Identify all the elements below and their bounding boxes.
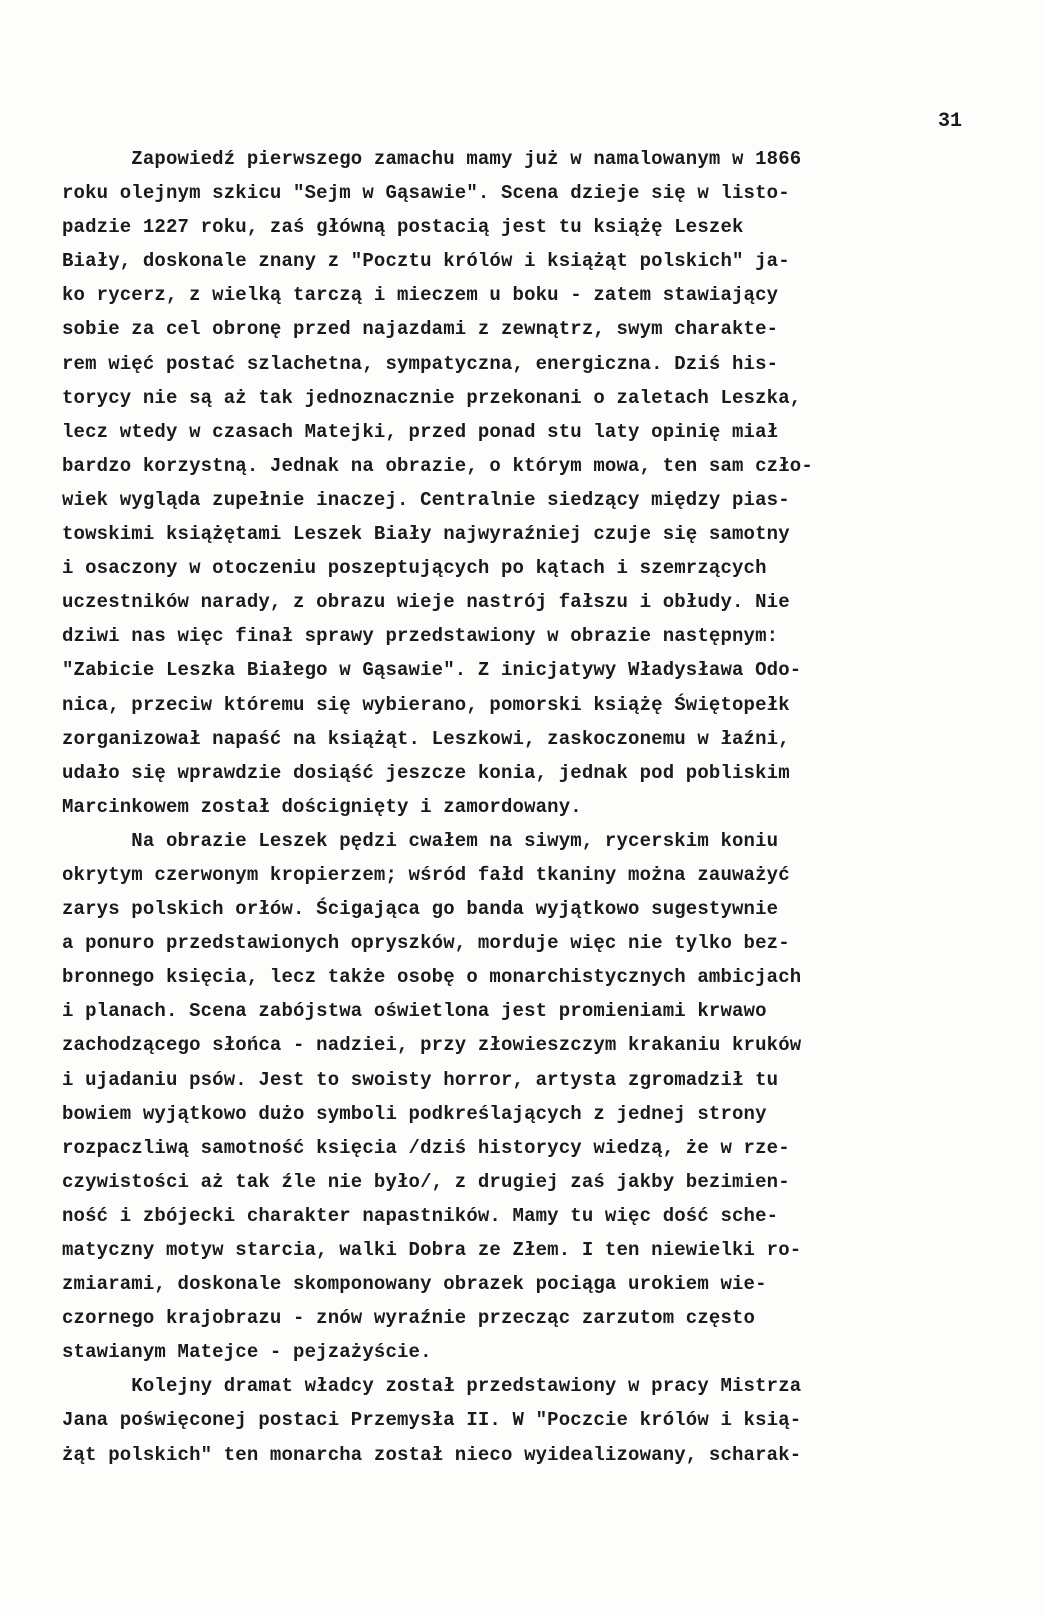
- text-line: dziwi nas więc finał sprawy przedstawiony w obrazie następnym:: [62, 625, 779, 648]
- text-line: i osaczony w otoczeniu poszeptujących po kątach i szemrzących: [62, 557, 767, 580]
- text-line: i ujadaniu psów. Jest to swoisty horror, artysta zgromadził tu: [62, 1068, 779, 1091]
- text-line: a ponuro przedstawionych opryszków, morduje więc nie tylko bez-: [62, 932, 790, 955]
- text-line: Kolejny dramat władcy został przedstawiony w pracy Mistrza: [62, 1375, 802, 1398]
- text-line: zarys polskich orłów. Ścigająca go banda wyjątkowo sugestywnie: [62, 898, 779, 921]
- text-line: torycy nie są aż tak jednoznacznie przekonani o zaletach Leszka,: [62, 386, 802, 409]
- text-line: żąt polskich" ten monarcha został nieco wyidealizowany, scharak-: [62, 1443, 802, 1466]
- text-line: bowiem wyjątkowo dużo symboli podkreślających z jednej strony: [62, 1102, 767, 1125]
- text-line: Na obrazie Leszek pędzi cwałem na siwym, rycerskim koniu: [62, 829, 779, 852]
- text-line: roku olejnym szkicu "Sejm w Gąsawie". Scena dzieje się w listo-: [62, 182, 790, 205]
- text-line: Zapowiedź pierwszego zamachu mamy już w namalowanym w 1866: [62, 148, 802, 170]
- text-line: "Zabicie Leszka Białego w Gąsawie". Z inicjatywy Władysława Odo-: [62, 659, 802, 682]
- text-line: rozpaczliwą samotność księcia /dziś historycy wiedzą, że w rze-: [62, 1136, 790, 1159]
- text-line: padzie 1227 roku, zaś główną postacią jest tu książę Leszek: [62, 216, 744, 239]
- body-text: [62, 142, 962, 1472]
- text-line: i planach. Scena zabójstwa oświetlona jest promieniami krwawo: [62, 1000, 767, 1023]
- text-line: udało się wprawdzie dosiąść jeszcze konia, jednak pod pobliskim: [62, 761, 790, 784]
- text-line: zachodzącego słońca - nadziei, przy złowieszczym krakaniu kruków: [62, 1034, 802, 1057]
- text-line: ność i zbójecki charakter napastników. Mamy tu więc dość sche-: [62, 1204, 779, 1227]
- text-line: Biały, doskonale znany z "Pocztu królów i książąt polskich" ja-: [62, 250, 790, 273]
- text-line: Marcinkowem został doścignięty i zamordowany.: [62, 795, 582, 818]
- text-line: towskimi książętami Leszek Biały najwyraźniej czuje się samotny: [62, 523, 790, 546]
- page-number: 31: [938, 110, 963, 133]
- text-line: bronnego księcia, lecz także osobę o monarchistycznych ambicjach: [62, 966, 802, 989]
- text-line: ko rycerz, z wielką tarczą i mieczem u boku - zatem stawiający: [62, 284, 779, 307]
- text-line: czornego krajobrazu - znów wyraźnie przecząc zarzutom często: [62, 1307, 756, 1330]
- text-line: zorganizował napaść na książąt. Leszkowi, zaskoczonemu w łaźni,: [62, 727, 790, 750]
- text-line: zmiarami, doskonale skomponowany obrazek pociąga urokiem wie-: [62, 1273, 767, 1296]
- text-line: sobie za cel obronę przed najazdami z zewnątrz, swym charakte-: [62, 318, 779, 341]
- text-line: okrytym czerwonym kropierzem; wśród fałd tkaniny można zauważyć: [62, 863, 790, 886]
- text-line: wiek wygląda zupełnie inaczej. Centralnie siedzący między pias-: [62, 488, 790, 511]
- text-line: czywistości aż tak źle nie było/, z drugiej zaś jakby bezimien-: [62, 1170, 790, 1193]
- text-line: stawianym Matejce - pejzażyście.: [62, 1341, 432, 1364]
- text-line: uczestników narady, z obrazu wieje nastrój fałszu i obłudy. Nie: [62, 591, 790, 614]
- text-line: lecz wtedy w czasach Matejki, przed ponad stu laty opinię miał: [62, 420, 779, 443]
- text-line: nica, przeciw któremu się wybierano, pomorski książę Świętopełk: [62, 693, 790, 716]
- text-line: bardzo korzystną. Jednak na obrazie, o którym mowa, ten sam czło-: [62, 454, 813, 477]
- text-line: rem więć postać szlachetna, sympatyczna, energiczna. Dziś his-: [62, 352, 779, 375]
- text-line: matyczny motyw starcia, walki Dobra ze Złem. I ten niewielki ro-: [62, 1239, 802, 1261]
- text-line: Jana poświęconej postaci Przemysła II. W "Poczcie królów i ksią-: [62, 1409, 802, 1432]
